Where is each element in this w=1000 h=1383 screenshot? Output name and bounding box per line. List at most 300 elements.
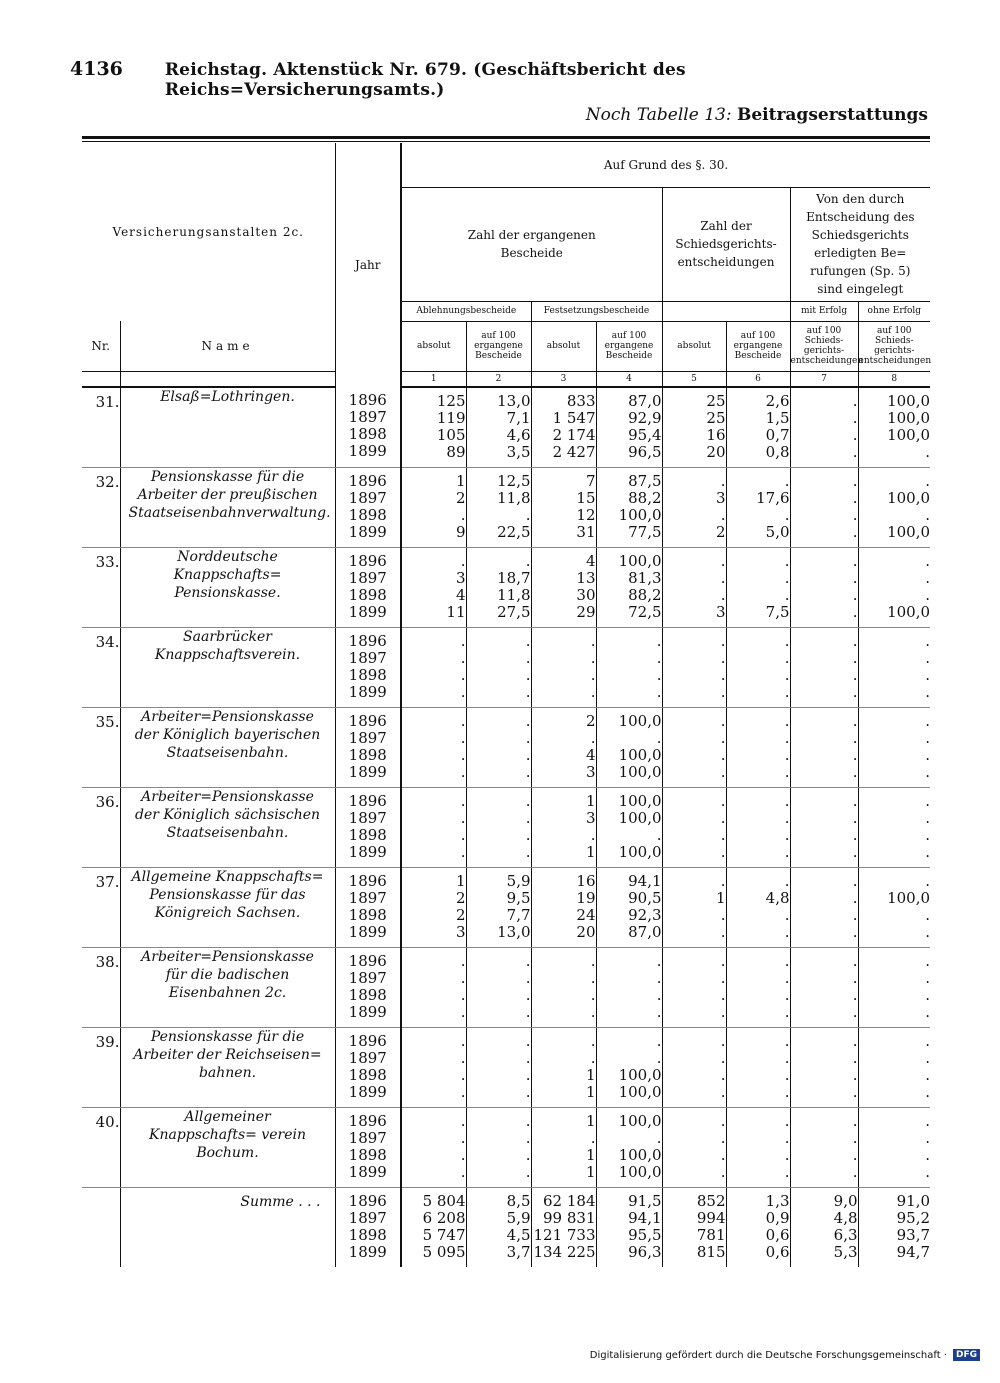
- value-cell-col2: [466, 627, 531, 707]
- year-value: 1898: [348, 825, 387, 844]
- value: .: [525, 1048, 531, 1067]
- value: .: [852, 985, 858, 1004]
- value: 20: [706, 442, 726, 461]
- value: .: [784, 762, 790, 781]
- value: 5 804: [422, 1191, 466, 1210]
- value: 1,5: [765, 408, 790, 427]
- value: .: [590, 682, 596, 701]
- header-rule-thick: [82, 136, 930, 139]
- col-festsetzung: Festsetzungsbescheide: [531, 301, 662, 321]
- running-title: Reichstag. Aktenstück Nr. 679. (Geschäftsbericht des Reichs=Versicherungsamts.): [164, 60, 686, 100]
- year-value: 1896: [348, 791, 387, 810]
- value: .: [925, 905, 931, 924]
- value: .: [656, 665, 662, 684]
- value: .: [852, 425, 858, 444]
- value: .: [590, 1002, 596, 1021]
- value: 833: [566, 391, 596, 410]
- value: 9: [455, 522, 466, 541]
- table-continuation-title: [586, 105, 928, 125]
- value: .: [852, 391, 858, 410]
- value: .: [784, 1111, 790, 1130]
- value-cell-col8: [858, 867, 930, 947]
- value: .: [852, 522, 858, 541]
- value: 24: [576, 905, 596, 924]
- value: .: [720, 711, 726, 730]
- value-cell-col3: [531, 947, 596, 1027]
- value: 77,5: [628, 522, 662, 541]
- year-value: 1896: [348, 631, 387, 650]
- value: 100,0: [618, 551, 662, 570]
- value: .: [525, 985, 531, 1004]
- value: .: [460, 1111, 466, 1130]
- value: 72,5: [628, 602, 662, 621]
- value: .: [720, 808, 726, 827]
- value: .: [460, 842, 466, 861]
- value: .: [852, 745, 858, 764]
- value: 12: [576, 505, 596, 524]
- year-cell: [335, 1027, 401, 1107]
- year-value: 1898: [348, 1065, 387, 1084]
- value: 815: [696, 1242, 726, 1261]
- value-cell-col8: [858, 387, 930, 468]
- year-value: 1898: [348, 905, 387, 924]
- value: 91,0: [896, 1191, 931, 1210]
- value: .: [784, 631, 790, 650]
- value: .: [525, 505, 531, 524]
- value: .: [525, 825, 531, 844]
- value: 4,6: [506, 425, 531, 444]
- value: .: [852, 631, 858, 650]
- value: .: [590, 825, 596, 844]
- table-row: [82, 547, 930, 627]
- value-cell-col4: [596, 387, 662, 468]
- value: .: [720, 1162, 726, 1181]
- value: .: [852, 1111, 858, 1130]
- colnum-5: 5: [662, 371, 726, 387]
- value-cell-col1: [401, 947, 466, 1027]
- header-rule-thin: [82, 141, 930, 142]
- value: .: [925, 1111, 931, 1130]
- year-value: 1899: [348, 842, 387, 861]
- value-cell-col3: [531, 867, 596, 947]
- value: 20: [576, 922, 596, 941]
- digitization-footer: [590, 1349, 980, 1361]
- value: .: [525, 745, 531, 764]
- table-row: [82, 627, 930, 707]
- value: 7,7: [506, 905, 531, 924]
- value-cell-col3: [531, 1107, 596, 1187]
- value-cell-col6: [726, 947, 790, 1027]
- value: .: [460, 985, 466, 1004]
- value: 4,8: [833, 1208, 858, 1227]
- value: .: [852, 568, 858, 587]
- value: .: [852, 471, 858, 490]
- col-auf-grund: Auf Grund des §. 30.: [401, 143, 930, 187]
- value: 2 427: [552, 442, 596, 461]
- value: .: [925, 1048, 931, 1067]
- value: .: [720, 1145, 726, 1164]
- year-cell: [335, 627, 401, 707]
- table-row: [82, 867, 930, 947]
- institution-name: Summe . . .: [120, 1187, 335, 1267]
- colnum-8: 8: [858, 371, 930, 387]
- value: 89: [446, 442, 466, 461]
- year-value: 1899: [348, 1162, 387, 1181]
- year-value: 1899: [348, 602, 387, 621]
- value: .: [460, 791, 466, 810]
- value: 95,5: [628, 1225, 662, 1244]
- value: .: [590, 1128, 596, 1147]
- value: 27,5: [497, 602, 531, 621]
- year-value: 1898: [348, 985, 387, 1004]
- value: .: [720, 551, 726, 570]
- value: .: [525, 791, 531, 810]
- year-value: 1899: [348, 441, 387, 460]
- value: .: [656, 1048, 662, 1067]
- table-row: [82, 387, 930, 468]
- value: .: [720, 1002, 726, 1021]
- value-cell-col6: [726, 627, 790, 707]
- col-ablehnung: Ablehnungsbescheide: [401, 301, 531, 321]
- value-cell-col7: [790, 1027, 858, 1107]
- value: 25: [706, 391, 726, 410]
- value: .: [656, 728, 662, 747]
- value: 9,0: [833, 1191, 858, 1210]
- table-row: [82, 467, 930, 547]
- value: 18,7: [497, 568, 531, 587]
- value: .: [852, 1145, 858, 1164]
- value: .: [525, 648, 531, 667]
- value: .: [720, 905, 726, 924]
- year-value: 1899: [348, 762, 387, 781]
- value: 100,0: [887, 888, 931, 907]
- value: 19: [576, 888, 596, 907]
- value-cell-col6: [726, 707, 790, 787]
- value: .: [720, 1031, 726, 1050]
- value-cell-col3: [531, 1187, 596, 1267]
- value-cell-col7: [790, 627, 858, 707]
- value: .: [925, 968, 931, 987]
- value: .: [590, 985, 596, 1004]
- value: .: [925, 1082, 931, 1101]
- year-value: 1899: [348, 522, 387, 541]
- value: .: [925, 551, 931, 570]
- value: 4,8: [765, 888, 790, 907]
- dfg-logo: DFG: [953, 1349, 980, 1361]
- value: 3,7: [506, 1242, 531, 1261]
- value: .: [525, 682, 531, 701]
- value: .: [925, 791, 931, 810]
- value: .: [656, 648, 662, 667]
- value-cell-col2: [466, 467, 531, 547]
- value: 5,0: [765, 522, 790, 541]
- year-value: 1896: [348, 951, 387, 970]
- value: 0,7: [765, 425, 790, 444]
- value: .: [925, 648, 931, 667]
- year-value: 1897: [348, 488, 387, 507]
- value-cell-col8: [858, 467, 930, 547]
- value-cell-col8: [858, 1107, 930, 1187]
- year-cell: [335, 387, 401, 468]
- value: .: [784, 905, 790, 924]
- value: 5,3: [833, 1242, 858, 1261]
- value: .: [525, 551, 531, 570]
- value: .: [852, 968, 858, 987]
- value: .: [925, 682, 931, 701]
- value: .: [525, 1145, 531, 1164]
- value-cell-col4: [596, 627, 662, 707]
- value: 13,0: [497, 922, 531, 941]
- value: .: [525, 711, 531, 730]
- institution-name: Arbeiter=Pensionskasse der Königlich sächsischen Staatseisenbahn.: [120, 787, 335, 867]
- value: .: [720, 631, 726, 650]
- value: 100,0: [618, 808, 662, 827]
- value: .: [784, 505, 790, 524]
- value: .: [525, 808, 531, 827]
- col-ohne-erfolg: ohne Erfolg: [858, 301, 930, 321]
- col-name: Name: [120, 321, 335, 371]
- value: .: [925, 568, 931, 587]
- value-cell-col3: [531, 787, 596, 867]
- year-value: 1897: [348, 1128, 387, 1147]
- value-cell-col5: [662, 387, 726, 468]
- value: .: [852, 505, 858, 524]
- value: .: [925, 505, 931, 524]
- value: .: [784, 711, 790, 730]
- value: .: [720, 791, 726, 810]
- value: .: [925, 985, 931, 1004]
- value: 87,0: [628, 922, 662, 941]
- year-value: 1897: [348, 808, 387, 827]
- value: 125: [436, 391, 466, 410]
- value: .: [460, 1145, 466, 1164]
- value: 6,3: [833, 1225, 858, 1244]
- value-cell-col5: [662, 867, 726, 947]
- value-cell-col8: [858, 1027, 930, 1107]
- value: .: [784, 1128, 790, 1147]
- value: 25: [706, 408, 726, 427]
- value: .: [852, 842, 858, 861]
- value-cell-col4: [596, 1027, 662, 1107]
- year-value: 1899: [348, 1002, 387, 1021]
- value: 100,0: [618, 1162, 662, 1181]
- value: 100,0: [618, 1145, 662, 1164]
- col-h8: auf 100 Schieds- gerichts- entscheidungen: [858, 321, 930, 371]
- value: .: [590, 631, 596, 650]
- col-h3: absolut: [531, 321, 596, 371]
- value: 105: [436, 425, 466, 444]
- value-cell-col5: [662, 787, 726, 867]
- year-value: 1897: [348, 648, 387, 667]
- value-cell-col1: [401, 547, 466, 627]
- value: .: [460, 728, 466, 747]
- year-value: 1898: [348, 1225, 387, 1244]
- value: 1,3: [765, 1191, 790, 1210]
- value: 13: [576, 568, 596, 587]
- value: .: [460, 631, 466, 650]
- year-cell: [335, 1107, 401, 1187]
- value: 100,0: [618, 1065, 662, 1084]
- value-cell-col3: [531, 1027, 596, 1107]
- colnum-7: 7: [790, 371, 858, 387]
- year-value: 1898: [348, 585, 387, 604]
- value: 3: [455, 568, 466, 587]
- value-cell-col6: [726, 467, 790, 547]
- value: 7,5: [765, 602, 790, 621]
- value-cell-col8: [858, 547, 930, 627]
- value: .: [784, 568, 790, 587]
- value: 81,3: [628, 568, 662, 587]
- value-cell-col3: [531, 547, 596, 627]
- value: .: [656, 1002, 662, 1021]
- year-value: 1897: [348, 888, 387, 907]
- value: 1: [585, 1082, 596, 1101]
- value: .: [852, 951, 858, 970]
- continuation-label: Noch Tabelle 13:: [585, 105, 732, 125]
- value-cell-col6: [726, 387, 790, 468]
- value: .: [720, 682, 726, 701]
- value: 2 174: [552, 425, 596, 444]
- value: .: [925, 951, 931, 970]
- value: .: [460, 762, 466, 781]
- col-blank: [662, 301, 790, 321]
- value-cell-col2: [466, 947, 531, 1027]
- value-cell-col7: [790, 547, 858, 627]
- value: .: [784, 842, 790, 861]
- value: 4: [455, 585, 466, 604]
- value: .: [720, 568, 726, 587]
- value: .: [590, 951, 596, 970]
- value: .: [460, 682, 466, 701]
- value: 17,6: [756, 488, 790, 507]
- value: .: [460, 968, 466, 987]
- value: .: [720, 825, 726, 844]
- value: 1: [585, 1065, 596, 1084]
- value: .: [720, 922, 726, 941]
- value-cell-col7: [790, 707, 858, 787]
- value: .: [925, 762, 931, 781]
- value-cell-col4: [596, 867, 662, 947]
- value: .: [784, 808, 790, 827]
- table-row: [82, 947, 930, 1027]
- value: 22,5: [497, 522, 531, 541]
- table-row: [82, 1027, 930, 1107]
- value-cell-col5: [662, 467, 726, 547]
- value: 2: [585, 711, 596, 730]
- value: .: [720, 505, 726, 524]
- value: .: [460, 825, 466, 844]
- value: 2: [455, 488, 466, 507]
- value: .: [720, 648, 726, 667]
- value: .: [720, 1048, 726, 1067]
- value: 5,9: [506, 1208, 531, 1227]
- col-h7: auf 100 Schieds- gerichts- entscheidungen: [790, 321, 858, 371]
- year-value: 1897: [348, 407, 387, 426]
- value: .: [590, 1031, 596, 1050]
- institution-name: Arbeiter=Pensionskasse der Königlich bayerischen Staatseisenbahn.: [120, 707, 335, 787]
- year-value: 1899: [348, 1082, 387, 1101]
- value: .: [525, 842, 531, 861]
- value: 62 184: [543, 1191, 596, 1210]
- value: .: [784, 648, 790, 667]
- value: .: [784, 1048, 790, 1067]
- value-cell-col4: [596, 467, 662, 547]
- value: 7: [585, 471, 596, 490]
- value: 9,5: [506, 888, 531, 907]
- value: .: [525, 1065, 531, 1084]
- year-value: 1898: [348, 505, 387, 524]
- value-cell-col1: [401, 867, 466, 947]
- value-cell-col3: [531, 627, 596, 707]
- value: .: [784, 791, 790, 810]
- value-cell-col6: [726, 787, 790, 867]
- value: .: [784, 1162, 790, 1181]
- value-cell-col1: [401, 467, 466, 547]
- col-zahl-schieds: Zahl der Schiedsgerichts- entscheidungen: [662, 187, 790, 301]
- value: 88,2: [628, 488, 662, 507]
- value-cell-col4: [596, 707, 662, 787]
- year-cell: [335, 867, 401, 947]
- row-number: 40.: [82, 1107, 120, 1187]
- value: .: [852, 1128, 858, 1147]
- value: .: [784, 1065, 790, 1084]
- value: .: [784, 825, 790, 844]
- year-value: 1898: [348, 745, 387, 764]
- year-cell: [335, 547, 401, 627]
- value: .: [656, 968, 662, 987]
- value-cell-col4: [596, 547, 662, 627]
- value: .: [852, 648, 858, 667]
- value: .: [784, 1082, 790, 1101]
- value: 3: [715, 602, 726, 621]
- value: .: [784, 682, 790, 701]
- value: .: [590, 1048, 596, 1067]
- value: 1: [585, 1111, 596, 1130]
- value: .: [925, 728, 931, 747]
- value: 2,6: [765, 391, 790, 410]
- value: .: [784, 551, 790, 570]
- value: .: [460, 551, 466, 570]
- value: .: [525, 951, 531, 970]
- value: .: [590, 648, 596, 667]
- row-number: [82, 1187, 120, 1267]
- year-value: 1899: [348, 1242, 387, 1261]
- value-cell-col1: [401, 1187, 466, 1267]
- value: 3: [715, 488, 726, 507]
- value: .: [852, 762, 858, 781]
- year-value: 1899: [348, 922, 387, 941]
- value: .: [852, 888, 858, 907]
- value: .: [852, 791, 858, 810]
- value: 119: [436, 408, 466, 427]
- year-value: 1897: [348, 1208, 387, 1227]
- value-cell-col5: [662, 947, 726, 1027]
- value: .: [460, 808, 466, 827]
- value: .: [784, 745, 790, 764]
- institution-name: Elsaß=Lothringen.: [120, 387, 335, 468]
- table-row: [82, 707, 930, 787]
- value: 100,0: [618, 1111, 662, 1130]
- value: 95,2: [896, 1208, 931, 1227]
- value: .: [525, 1128, 531, 1147]
- value: .: [784, 1145, 790, 1164]
- value: .: [720, 745, 726, 764]
- value: .: [460, 1031, 466, 1050]
- year-value: 1896: [348, 471, 387, 490]
- value: .: [852, 1162, 858, 1181]
- colnum-2: 2: [466, 371, 531, 387]
- value: 11,8: [497, 488, 531, 507]
